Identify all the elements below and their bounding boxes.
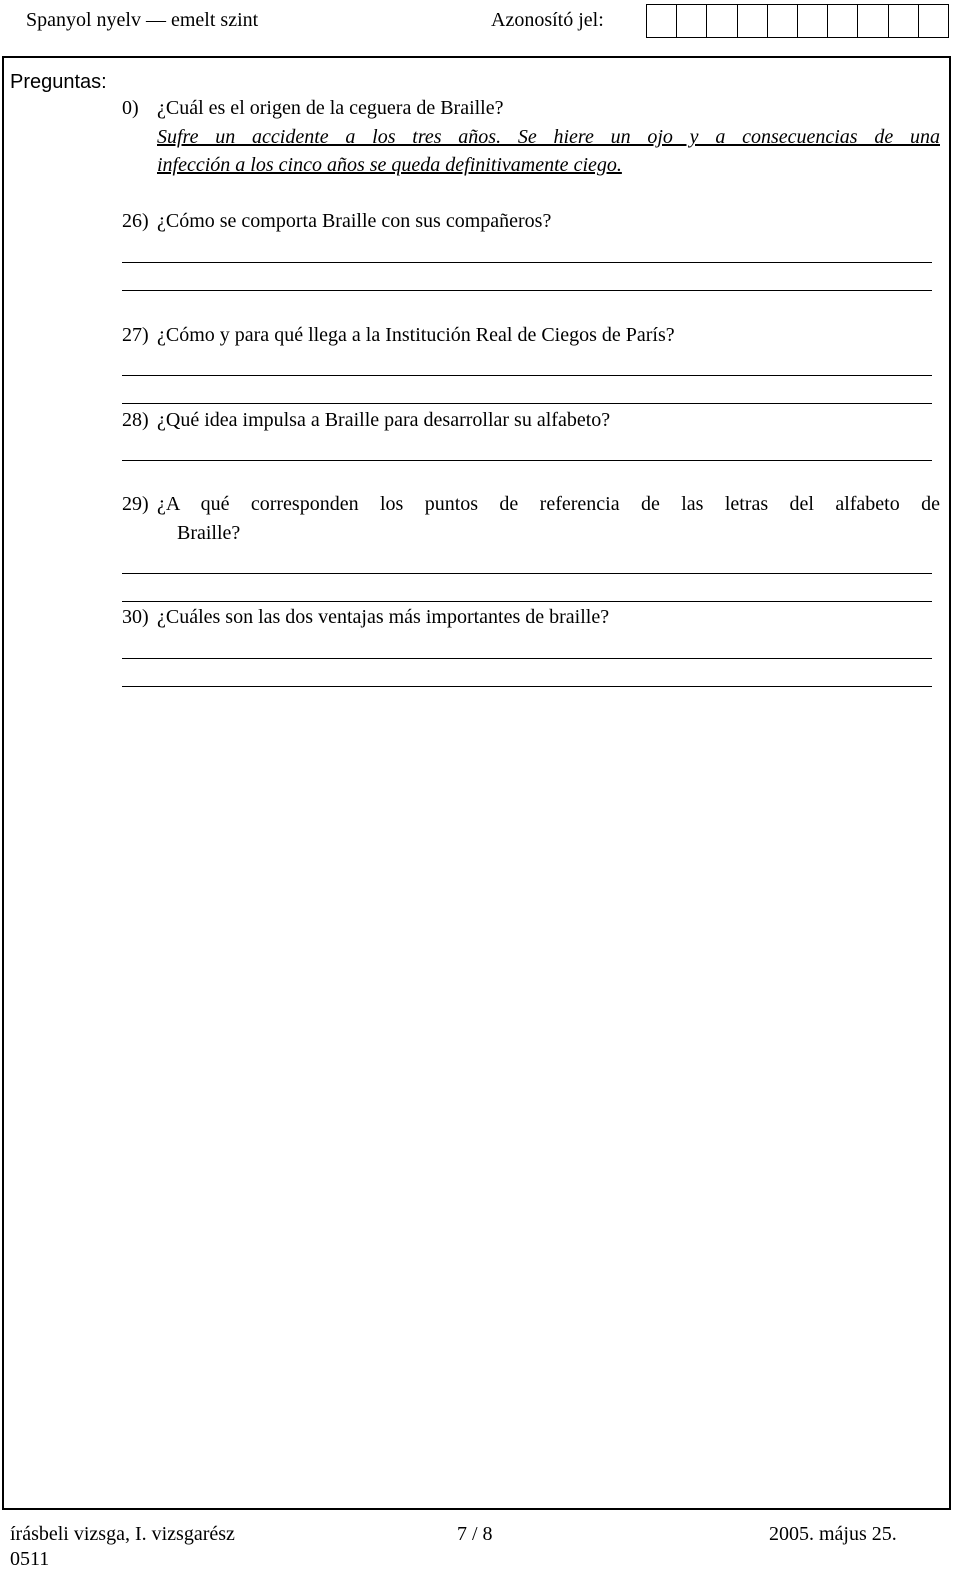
answer-line[interactable] [122,403,932,404]
id-box[interactable] [707,4,737,38]
id-box[interactable] [858,4,888,38]
answer-line[interactable] [122,460,932,461]
answer-line[interactable] [122,262,932,263]
answer-line[interactable] [122,573,932,574]
id-box[interactable] [677,4,707,38]
id-box[interactable] [768,4,798,38]
question-number: 27) [122,324,149,346]
question-text: ¿A qué corresponden los puntos de referencia de las letras del alfabeto de [157,493,940,515]
answer-line[interactable] [122,686,932,687]
question-text: ¿Cómo y para qué llega a la Institución Real de Ciegos de París? [157,324,675,346]
question-number: 28) [122,409,149,431]
id-label: Azonosító jel: [491,9,604,31]
id-box-grid [646,4,949,38]
answer-line[interactable] [122,601,932,602]
id-box[interactable] [919,4,949,38]
answer-line[interactable] [122,290,932,291]
question-text: ¿Cuáles son las dos ventajas más importantes de braille? [157,606,610,628]
page-frame [2,56,951,1510]
exam-subject: Spanyol nyelv — emelt szint [26,9,259,31]
footer-code: 0511 [10,1548,50,1570]
section-label: Preguntas: [10,71,107,93]
page-number: 7 / 8 [457,1523,493,1545]
example-answer-line-2: infección a los cinco años se queda definitivamente ciego. [157,154,622,176]
question-number: 26) [122,210,149,232]
question-text: ¿Cómo se comporta Braille con sus compañeros? [157,210,552,232]
question-number: 29) [122,493,149,515]
example-question: ¿Cuál es el origen de la ceguera de Braille? [157,97,504,119]
footer-exam-part: írásbeli vizsga, I. vizsgarész [10,1523,235,1545]
footer-date: 2005. május 25. [769,1523,897,1545]
example-answer-line-1: Sufre un accidente a los tres años. Se hiere un ojo y a consecuencias de una [157,126,940,148]
answer-line[interactable] [122,658,932,659]
id-box[interactable] [798,4,828,38]
question-text: ¿Qué idea impulsa a Braille para desarrollar su alfabeto? [157,409,611,431]
question-number: 30) [122,606,149,628]
id-box[interactable] [889,4,919,38]
id-box[interactable] [647,4,677,38]
answer-line[interactable] [122,375,932,376]
example-number: 0) [122,97,139,119]
question-text-continued: Braille? [177,522,241,544]
id-box[interactable] [738,4,768,38]
id-box[interactable] [828,4,858,38]
